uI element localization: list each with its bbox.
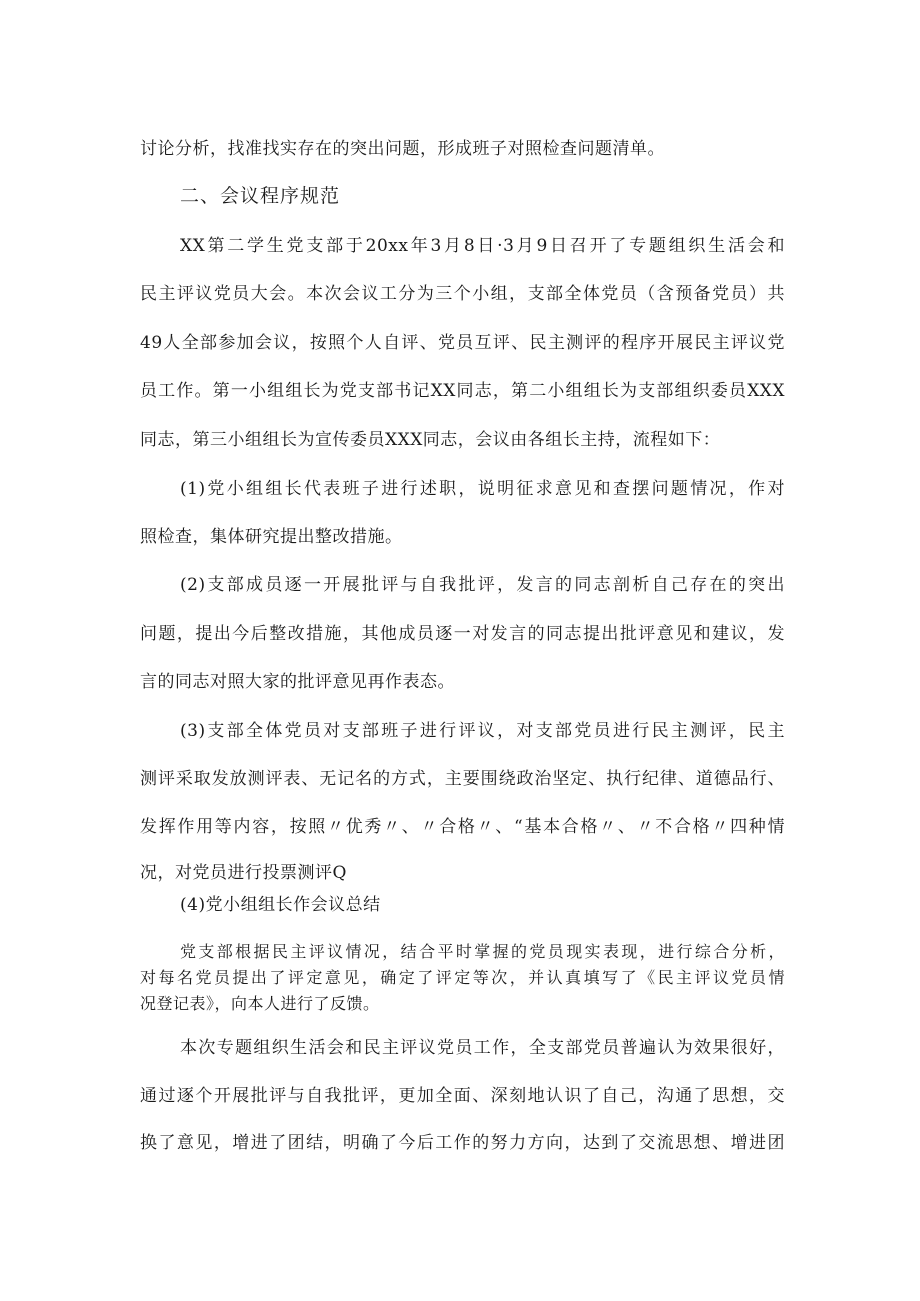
paragraph-line: 讨论分析，找准找实存在的突出问题，形成班子对照检查问题清单。 — [140, 139, 665, 159]
paragraph-line: 同志，第三小组组长为宣传委员XXX同志，会议由各组长主持，流程如下： — [140, 430, 721, 450]
paragraph-line: 况登记表》，向本人进行了反馈。 — [140, 994, 380, 1013]
paragraph-line: 党支部根据民主评议情况，结合平时掌握的党员现实表现，进行综合分析， — [180, 942, 785, 961]
list-item-line: (1)党小组组长代表班子进行述职，说明征求意见和查摆问题情况，作对 — [180, 479, 785, 499]
list-item-line: (2)支部成员逐一开展批评与自我批评，发言的同志剖析自己存在的突出 — [180, 575, 785, 595]
list-item-line: (4)党小组组长作会议总结 — [180, 895, 381, 915]
section-heading: 二、会议程序规范 — [180, 185, 341, 207]
list-item-line: 问题，提出今后整改措施，其他成员逐一对发言的同志提出批评意见和建议，发 — [140, 624, 785, 644]
paragraph-line: 换了意见，增进了团结，明确了今后工作的努力方向，达到了交流思想、增进团 — [140, 1133, 785, 1153]
list-item-line: 况，对党员进行投票测评Q — [140, 863, 347, 883]
list-item-line: 照检查，集体研究提出整改措施。 — [140, 527, 403, 547]
paragraph-line: 通过逐个开展批评与自我批评，更加全面、深刻地认识了自己，沟通了思想，交 — [140, 1086, 785, 1106]
list-item-line: (3)支部全体党员对支部班子进行评议，对支部党员进行民主测评，民主 — [180, 721, 785, 741]
paragraph-line: 对每名党员提出了评定意见，确定了评定等次，并认真填写了《民主评议党员情 — [140, 968, 785, 987]
paragraph-line: XX第二学生党支部于20xx年3月8日·3月9日召开了专题组织生活会和 — [180, 236, 785, 256]
list-item-line: 测评采取发放测评表、无记名的方式，主要围绕政治坚定、执行纪律、道德品行、 — [140, 769, 785, 789]
list-item-line: 发挥作用等内容，按照〃优秀〃、〃合格〃、“基本合格〃、〃不合格〃四种情 — [140, 817, 785, 837]
paragraph-line: 民主评议党员大会。本次会议工分为三个小组，支部全体党员（含预备党员）共 — [140, 284, 785, 304]
list-item-line: 言的同志对照大家的批评意见再作表态。 — [140, 672, 455, 692]
paragraph-line: 49人全部参加会议，按照个人自评、党员互评、民主测评的程序开展民主评议党 — [140, 333, 785, 353]
paragraph-line: 员工作。第一小组组长为党支部书记XX同志，第二小组组长为支部组织委员XXX — [140, 381, 785, 401]
paragraph-line: 本次专题组织生活会和民主评议党员工作，全支部党员普遍认为效果很好， — [180, 1038, 785, 1058]
